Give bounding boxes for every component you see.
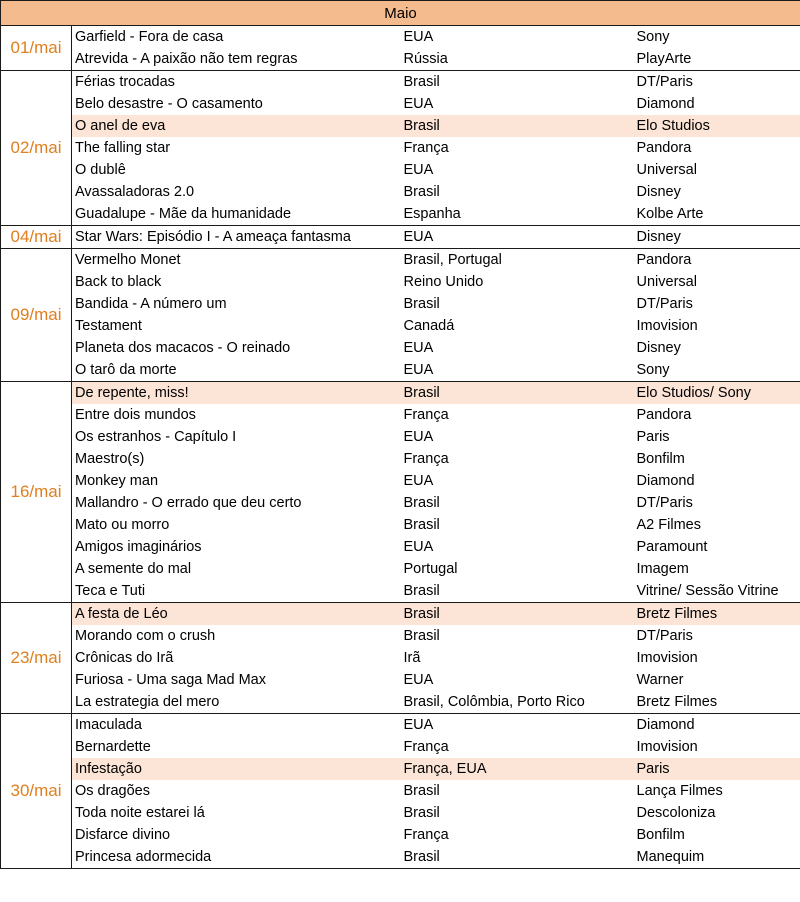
- film-title: Back to black: [72, 271, 401, 293]
- film-row: [1, 71, 800, 94]
- film-distributor: PlayArte: [634, 48, 800, 71]
- film-title: Garfield - Fora de casa: [72, 26, 401, 49]
- film-row: [1, 293, 800, 315]
- film-distributor: Kolbe Arte: [634, 203, 800, 226]
- film-row: [1, 137, 800, 159]
- film-title: Mato ou morro: [72, 514, 401, 536]
- film-row: [1, 758, 800, 780]
- film-country: Brasil: [403, 805, 440, 821]
- film-distributor: Bretz Filmes: [634, 691, 800, 714]
- film-country: Brasil: [403, 583, 440, 599]
- film-distributor: Diamond: [634, 714, 800, 737]
- film-row: [1, 714, 800, 737]
- film-row: [1, 492, 800, 514]
- film-title: Imaculada: [72, 714, 401, 737]
- film-distributor: Universal: [634, 159, 800, 181]
- film-country: EUA: [403, 473, 434, 489]
- film-country: França, EUA: [401, 758, 634, 780]
- film-row: [1, 470, 800, 492]
- film-row: [1, 359, 800, 382]
- film-row: [1, 115, 800, 137]
- film-title: O tarô da morte: [72, 359, 401, 382]
- film-distributor: Lança Filmes: [634, 780, 800, 802]
- film-distributor: DT/Paris: [634, 625, 800, 647]
- film-title: Princesa adormecida: [72, 846, 401, 869]
- film-distributor: Elo Studios: [634, 115, 800, 137]
- film-country: Brasil: [403, 783, 440, 799]
- film-country: Canadá: [403, 318, 455, 334]
- film-row: [1, 780, 800, 802]
- film-country: EUA: [403, 340, 434, 356]
- film-title: Os dragões: [72, 780, 401, 802]
- film-title: Vermelho Monet: [72, 249, 401, 272]
- film-distributor: Imovision: [634, 315, 800, 337]
- film-country: EUA: [403, 539, 434, 555]
- film-title: Morando com o crush: [72, 625, 401, 647]
- film-distributor: DT/Paris: [634, 492, 800, 514]
- film-title: O dublê: [72, 159, 401, 181]
- film-row: [1, 691, 800, 714]
- film-country: Brasil: [401, 115, 634, 137]
- film-country: Brasil: [401, 603, 634, 626]
- film-distributor: Elo Studios/ Sony: [634, 382, 800, 405]
- film-row: [1, 203, 800, 226]
- film-distributor: Disney: [634, 226, 800, 249]
- film-country: Brasil: [403, 495, 440, 511]
- film-row: [1, 736, 800, 758]
- film-title: Entre dois mundos: [72, 404, 401, 426]
- film-title: O anel de eva: [72, 115, 401, 137]
- film-row: [1, 159, 800, 181]
- film-distributor: Pandora: [634, 404, 800, 426]
- film-distributor: Paris: [634, 426, 800, 448]
- film-distributor: Imovision: [634, 647, 800, 669]
- release-date: 30/mai: [1, 714, 72, 869]
- film-row: [1, 558, 800, 580]
- film-country: Brasil: [403, 517, 440, 533]
- film-distributor: Disney: [634, 337, 800, 359]
- film-distributor: Bretz Filmes: [634, 603, 800, 626]
- film-distributor: Sony: [634, 26, 800, 49]
- film-title: Infestação: [72, 758, 401, 780]
- film-title: Mallandro - O errado que deu certo: [72, 492, 401, 514]
- film-distributor: Sony: [634, 359, 800, 382]
- film-country: Brasil, Portugal: [401, 249, 634, 272]
- film-country: Portugal: [403, 561, 458, 577]
- film-distributor: Imovision: [634, 736, 800, 758]
- film-country: Rússia: [403, 51, 448, 67]
- film-distributor: DT/Paris: [634, 71, 800, 94]
- film-country: França: [403, 451, 449, 467]
- film-country: EUA: [401, 714, 634, 737]
- film-title: Bandida - A número um: [72, 293, 401, 315]
- film-title: Disfarce divino: [72, 824, 401, 846]
- film-row: [1, 802, 800, 824]
- film-distributor: Bonfilm: [634, 448, 800, 470]
- film-country: EUA: [403, 96, 434, 112]
- film-country: Reino Unido: [403, 274, 484, 290]
- film-row: [1, 669, 800, 691]
- film-title: Belo desastre - O casamento: [72, 93, 401, 115]
- film-title: Avassaladoras 2.0: [72, 181, 401, 203]
- film-row: [1, 824, 800, 846]
- film-distributor: Imagem: [634, 558, 800, 580]
- film-country: EUA: [403, 362, 434, 378]
- release-date: 23/mai: [1, 603, 72, 714]
- film-row: [1, 846, 800, 869]
- film-row: [1, 404, 800, 426]
- film-row: [1, 249, 800, 272]
- film-country: EUA: [403, 429, 434, 445]
- film-title: La estrategia del mero: [72, 691, 401, 714]
- film-country: Brasil: [401, 71, 634, 94]
- film-distributor: Diamond: [634, 470, 800, 492]
- schedule-body: [1, 26, 800, 869]
- film-title: Bernardette: [72, 736, 401, 758]
- film-country: Brasil: [403, 628, 440, 644]
- film-row: [1, 48, 800, 71]
- film-row: [1, 603, 800, 626]
- film-country: França: [403, 739, 449, 755]
- film-distributor: Paris: [634, 758, 800, 780]
- film-row: [1, 26, 800, 49]
- film-row: [1, 514, 800, 536]
- film-distributor: Warner: [634, 669, 800, 691]
- film-title: Teca e Tuti: [72, 580, 401, 603]
- film-country: Brasil: [401, 382, 634, 405]
- film-distributor: Paramount: [634, 536, 800, 558]
- film-country: Brasil: [401, 846, 634, 869]
- film-distributor: Pandora: [634, 249, 800, 272]
- film-row: [1, 536, 800, 558]
- release-date: 16/mai: [1, 382, 72, 603]
- film-country: França: [403, 140, 449, 156]
- film-distributor: Manequim: [634, 846, 800, 869]
- film-distributor: Diamond: [634, 93, 800, 115]
- film-title: Crônicas do Irã: [72, 647, 401, 669]
- film-country: França: [403, 827, 449, 843]
- film-country: EUA: [403, 672, 434, 688]
- film-title: Furiosa - Uma saga Mad Max: [72, 669, 401, 691]
- film-title: Amigos imaginários: [72, 536, 401, 558]
- film-distributor: DT/Paris: [634, 293, 800, 315]
- film-title: Maestro(s): [72, 448, 401, 470]
- film-title: A festa de Léo: [72, 603, 401, 626]
- film-row: [1, 337, 800, 359]
- release-date: 09/mai: [1, 249, 72, 382]
- film-row: [1, 315, 800, 337]
- film-title: Toda noite estarei lá: [72, 802, 401, 824]
- film-row: [1, 181, 800, 203]
- film-country: Brasil, Colômbia, Porto Rico: [403, 694, 585, 710]
- film-distributor: Bonfilm: [634, 824, 800, 846]
- film-row: [1, 93, 800, 115]
- month-header: Maio: [1, 1, 800, 26]
- film-distributor: Pandora: [634, 137, 800, 159]
- film-country: Irã: [403, 650, 421, 666]
- film-distributor: A2 Filmes: [634, 514, 800, 536]
- film-row: [1, 226, 800, 249]
- film-title: Testament: [72, 315, 401, 337]
- film-title: De repente, miss!: [72, 382, 401, 405]
- film-title: Guadalupe - Mãe da humanidade: [72, 203, 401, 226]
- film-distributor: Descoloniza: [634, 802, 800, 824]
- film-country: Brasil: [403, 296, 440, 312]
- film-country: EUA: [401, 226, 634, 249]
- film-row: [1, 580, 800, 603]
- film-country: EUA: [401, 26, 634, 49]
- film-title: Os estranhos - Capítulo I: [72, 426, 401, 448]
- film-row: [1, 448, 800, 470]
- release-date: 01/mai: [1, 26, 72, 71]
- month-header-row: [1, 1, 800, 26]
- film-country: Espanha: [403, 206, 461, 222]
- film-title: Star Wars: Episódio I - A ameaça fantasma: [72, 226, 401, 249]
- film-distributor: Vitrine/ Sessão Vitrine: [634, 580, 800, 603]
- film-country: França: [403, 407, 449, 423]
- release-date: 04/mai: [1, 226, 72, 249]
- film-row: [1, 271, 800, 293]
- film-distributor: Universal: [634, 271, 800, 293]
- film-row: [1, 382, 800, 405]
- film-country: Brasil: [403, 184, 440, 200]
- film-distributor: Disney: [634, 181, 800, 203]
- film-row: [1, 426, 800, 448]
- film-title: Monkey man: [72, 470, 401, 492]
- film-row: [1, 625, 800, 647]
- film-row: [1, 647, 800, 669]
- film-title: Férias trocadas: [72, 71, 401, 94]
- release-date: 02/mai: [1, 71, 72, 226]
- film-title: A semente do mal: [72, 558, 401, 580]
- film-title: Planeta dos macacos - O reinado: [72, 337, 401, 359]
- film-title: Atrevida - A paixão não tem regras: [72, 48, 401, 71]
- film-country: EUA: [403, 162, 434, 178]
- film-title: The falling star: [72, 137, 401, 159]
